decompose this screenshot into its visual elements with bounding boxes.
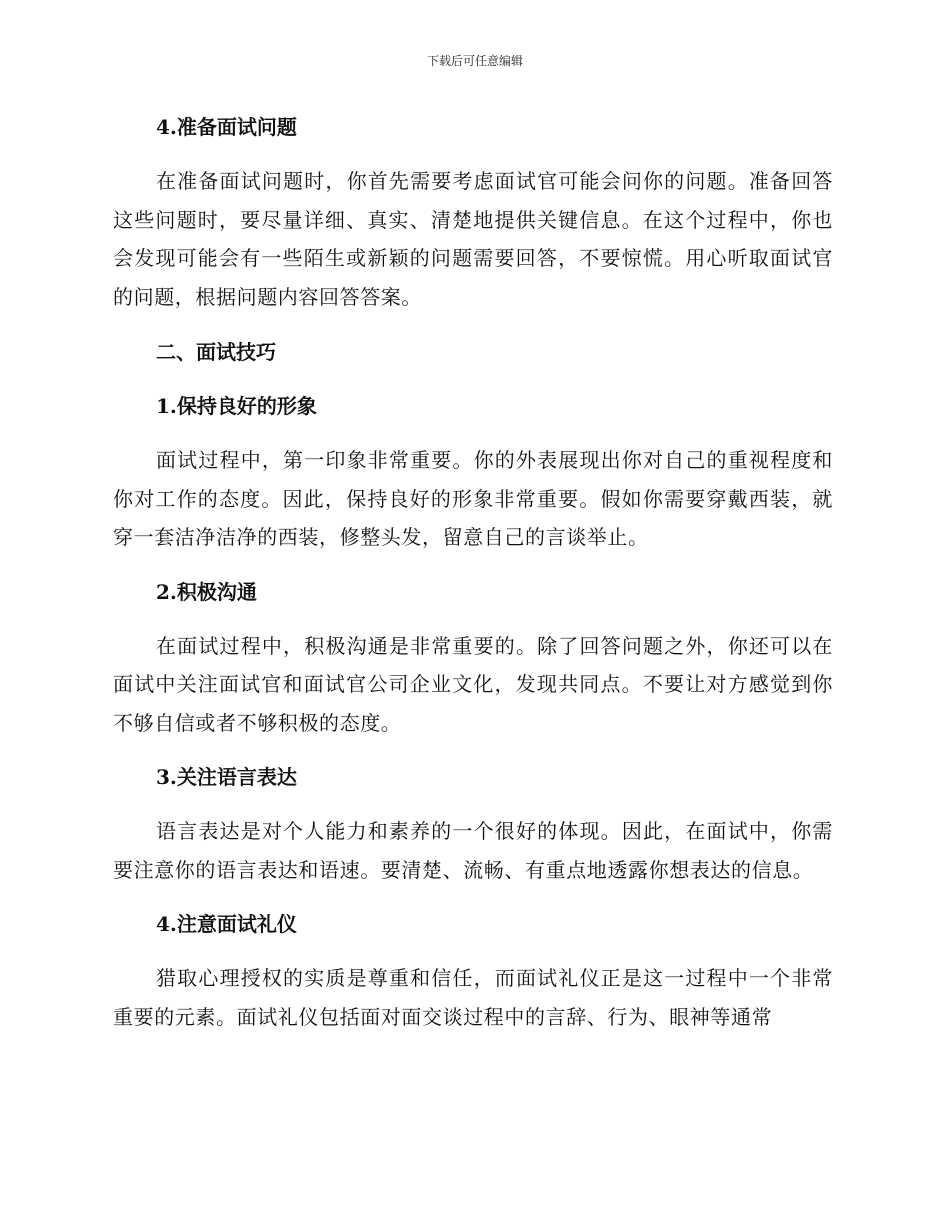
section-heading-interview-skills: 二、面试技巧 [156,340,276,364]
section-heading-good-image: 1.保持良好的形象 [156,394,317,418]
page-header: 下载后可任意编辑 [426,54,523,68]
paragraph-prepare-questions: 在准备面试问题时，你首先需要考虑面试官可能会问你的问题。准备回答这些问题时，要尽量详细、真实、清楚地提供关键信息。在这个过程中，你也会发现可能会有一些陌生或新颖的问题需要回答，不要惊慌。用心听取面试官的问题，根据问题内容回答答案。 [113,169,833,309]
document-body [113,108,833,1036]
paragraph-language-expression: 语言表达是对个人能力和素养的一个很好的体现。因此，在面试中，你需要注意你的语言表达和语速。要清楚、流畅、有重点地透露你想表达的信息。 [113,819,833,882]
section-heading-active-communication: 2.积极沟通 [156,579,257,604]
section-heading-language-expression: 3.关注语言表达 [156,765,297,789]
section-heading-interview-etiquette: 4.注意面试礼仪 [156,912,297,936]
section-heading-prepare-questions: 4.准备面试问题 [156,115,297,139]
paragraph-interview-etiquette: 猎取心理授权的实质是尊重和信任，而面试礼仪正是这一过程中一个非常重要的元素。面试礼仪包括面对面交谈过程中的言辞、行为、眼神等通常 [113,966,833,1029]
paragraph-good-image: 面试过程中，第一印象非常重要。你的外表展现出你对自己的重视程度和你对工作的态度。因此，保持良好的形象非常重要。假如你需要穿戴西装，就穿一套洁净洁净的西装，修整头发，留意自己的言谈举止。 [113,448,833,549]
paragraph-active-communication: 在面试过程中，积极沟通是非常重要的。除了回答问题之外，你还可以在面试中关注面试官和面试官公司企业文化，发现共同点。不要让对方感觉到你不够自信或者不够积极的态度。 [113,633,833,735]
